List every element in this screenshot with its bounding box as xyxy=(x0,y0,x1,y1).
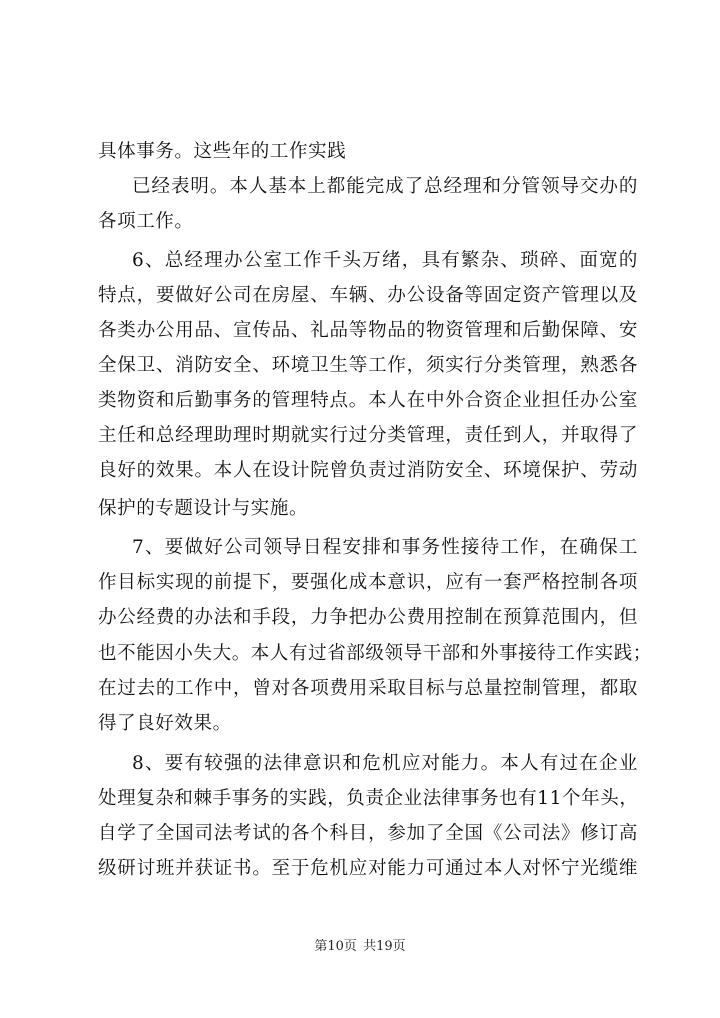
text-line-15: 也不能因小失大。本人有过省部级领导干部和外事接待工作实践； xyxy=(98,643,652,664)
text-line-13: 作目标实现的前提下，要强化成本意识，应有一套严格控制各项 xyxy=(98,572,638,593)
text-line-2: 已经表明。本人基本上都能完成了总经理和分管领导交办的 xyxy=(132,176,638,197)
text-line-6: 各类办公用品、宣传品、礼品等物品的物资管理和后勤保障、安 xyxy=(98,320,638,341)
text-line-10: 良好的效果。本人在设计院曾负责过消防安全、环境保护、劳动 xyxy=(98,460,638,481)
text-line-11: 保护的专题设计与实施。 xyxy=(98,498,309,519)
text-line-12: 7、要做好公司领导日程安排和事务性接待工作，在确保工 xyxy=(132,537,638,558)
text-line-21: 级研讨班并获证书。至于危机应对能力可通过本人对怀宁光缆维 xyxy=(98,858,638,879)
text-line-14: 办公经费的办法和手段，力争把办公费用控制在预算范围内，但 xyxy=(98,607,638,628)
text-line-19: 处理复杂和棘手事务的实践，负责企业法律事务也有11个年头， xyxy=(98,788,639,809)
text-line-17: 得了良好效果。 xyxy=(98,713,232,734)
text-line-18: 8、要有较强的法律意识和危机应对能力。本人有过在企业 xyxy=(132,753,638,774)
text-line-3: 各项工作。 xyxy=(98,211,194,232)
text-line-5: 特点，要做好公司在房屋、车辆、办公设备等固定资产管理以及 xyxy=(98,285,638,306)
page-footer xyxy=(0,938,720,956)
text-line-16: 在过去的工作中，曾对各项费用采取目标与总量控制管理，都取 xyxy=(98,678,638,699)
text-line-9: 主任和总经理助理时期就实行过分类管理，责任到人，并取得了 xyxy=(98,425,638,446)
page-number: 第10页 xyxy=(314,939,357,954)
text-line-4: 6、总经理办公室工作千头万绪，具有繁杂、琐碎、面宽的 xyxy=(132,250,638,271)
text-line-7: 全保卫、消防安全、环境卫生等工作，须实行分类管理，熟悉各 xyxy=(98,355,638,376)
text-line-1: 具体事务。这些年的工作实践 xyxy=(98,141,347,162)
page-total: 共19页 xyxy=(363,939,406,954)
text-line-20: 自学了全国司法考试的各个科目，参加了全国《公司法》修订高 xyxy=(98,823,638,844)
text-line-8: 类物资和后勤事务的管理特点。本人在中外合资企业担任办公室 xyxy=(98,390,638,411)
